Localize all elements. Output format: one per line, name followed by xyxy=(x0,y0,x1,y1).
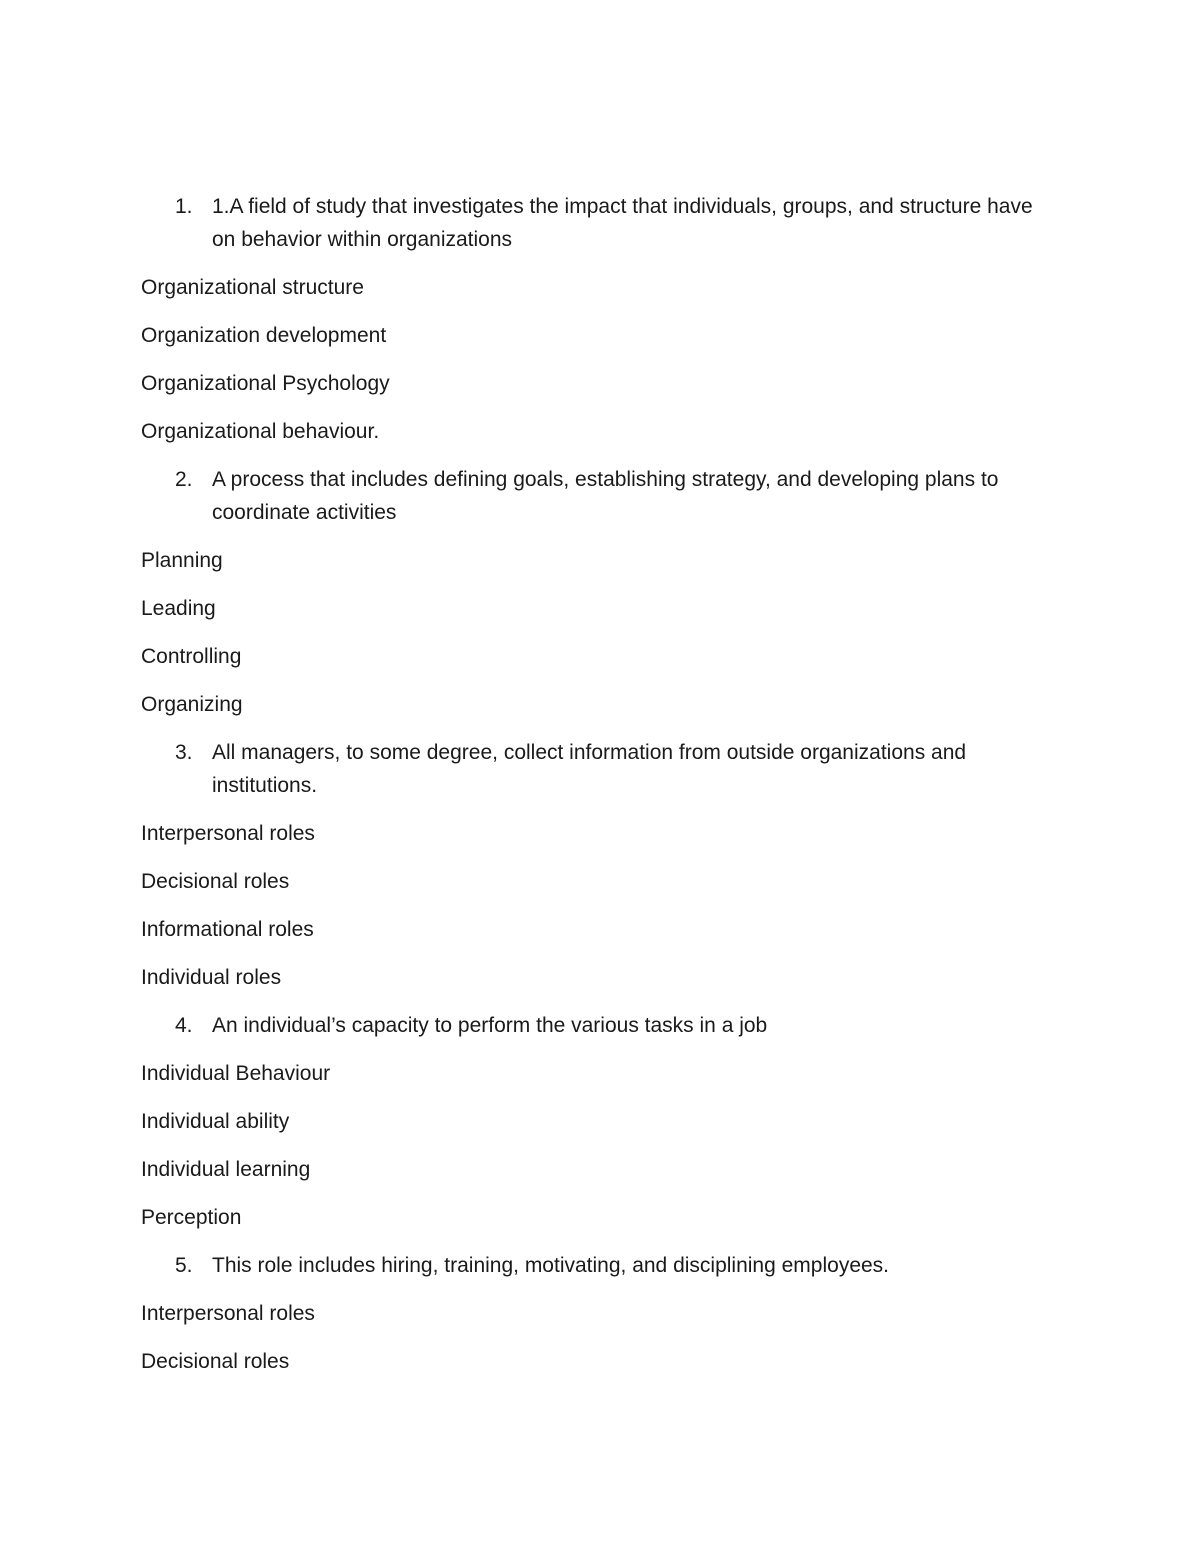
answer-option: Controlling xyxy=(141,645,242,668)
answer-option: Informational roles xyxy=(141,918,314,941)
question-number: 4. xyxy=(175,1014,193,1037)
question-number: 1. xyxy=(175,195,193,218)
answer-option: Individual Behaviour xyxy=(141,1062,331,1085)
question-text: All managers, to some degree, collect information from outside organizations and institutions. xyxy=(212,741,967,797)
answer-option: Organizational behaviour. xyxy=(141,420,380,443)
question-number: 3. xyxy=(175,741,193,764)
answer-option: Interpersonal roles xyxy=(141,822,315,845)
answer-option: Decisional roles xyxy=(141,870,290,893)
answer-option: Planning xyxy=(141,549,223,572)
question-1 xyxy=(141,190,1041,256)
answer-option: Individual learning xyxy=(141,1158,311,1181)
question-text: An individual’s capacity to perform the various tasks in a job xyxy=(212,1014,768,1037)
answer-option: Organizational structure xyxy=(141,276,364,299)
question-3 xyxy=(141,736,1041,802)
question-number: 2. xyxy=(175,468,193,491)
question-2 xyxy=(141,463,1041,529)
answer-option: Individual ability xyxy=(141,1110,290,1133)
question-text: This role includes hiring, training, motivating, and disciplining employees. xyxy=(212,1254,890,1277)
question-number: 5. xyxy=(175,1254,193,1277)
answer-option: Organization development xyxy=(141,324,387,347)
question-text: 1.A field of study that investigates the impact that individuals, groups, and structure have on behavior within organizations xyxy=(212,195,1033,251)
answer-option: Interpersonal roles xyxy=(141,1302,315,1325)
answer-option: Organizing xyxy=(141,693,243,716)
answer-option: Individual roles xyxy=(141,966,282,989)
question-4 xyxy=(141,1009,1041,1042)
answer-option: Organizational Psychology xyxy=(141,372,390,395)
question-text: A process that includes defining goals, establishing strategy, and developing plans to coordinate activities xyxy=(212,468,999,524)
answer-option: Decisional roles xyxy=(141,1350,290,1373)
answer-option: Perception xyxy=(141,1206,242,1229)
question-5 xyxy=(141,1249,1041,1282)
answer-option: Leading xyxy=(141,597,216,620)
quiz-content xyxy=(141,190,1041,1393)
